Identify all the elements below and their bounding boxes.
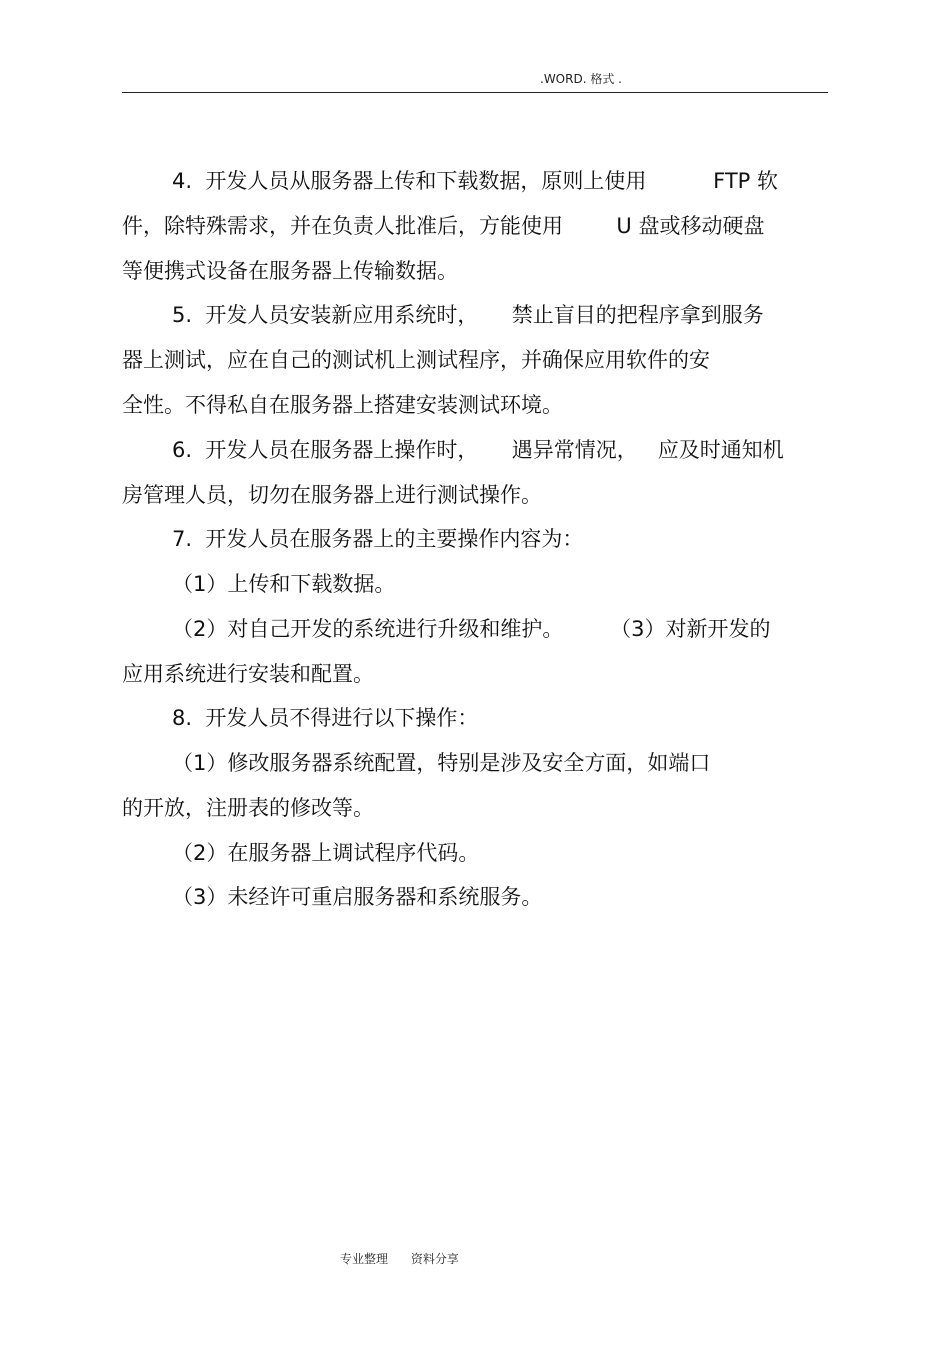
body-line-item8-sub2: （2）在服务器上调试程序代码。 — [172, 841, 480, 865]
page-header — [122, 70, 828, 93]
body-line-item4-3: 等便携式设备在服务器上传输数据。 — [122, 259, 458, 283]
body-line-item8-sub1: （1）修改服务器系统配置，特别是涉及安全方面，如端口 — [172, 751, 711, 775]
body-line-item5-3: 全性。不得私自在服务器上搭建安装测试环境。 — [122, 393, 563, 417]
body-line-item8-sub3: （3）未经许可重启服务器和系统服务。 — [172, 885, 543, 909]
body-line-item7-sub2: （2）对自己开发的系统进行升级和维护。 （3）对新开发的 — [172, 617, 771, 641]
body-line-item7-sub1: （1）上传和下载数据。 — [172, 572, 396, 596]
page-footer: 专业整理 资料分享 — [340, 1252, 459, 1266]
header-text: .WORD. 格式 . — [540, 72, 622, 86]
body-line-item4-2: 件，除特殊需求，并在负责人批准后，方能使用 U 盘或移动硬盘 — [122, 214, 765, 238]
body-line-item5-2: 器上测试，应在自己的测试机上测试程序，并确保应用软件的安 — [122, 348, 710, 372]
body-line-item6-1: 6. 开发人员在服务器上操作时， 遇异常情况， 应及时通知机 — [172, 438, 784, 462]
body-line-item6-2: 房管理人员，切勿在服务器上进行测试操作。 — [122, 483, 542, 507]
body-line-item7-sub3: 应用系统进行安装和配置。 — [122, 662, 374, 686]
body-line-item4-1: 4. 开发人员从服务器上传和下载数据，原则上使用 FTP 软 — [172, 169, 779, 193]
body-line-item8-1: 8. 开发人员不得进行以下操作： — [172, 706, 479, 730]
body-line-item8-sub1-cont: 的开放，注册表的修改等。 — [122, 796, 374, 820]
body-line-item7-1: 7. 开发人员在服务器上的主要操作内容为： — [172, 527, 584, 551]
body-line-item5-1: 5. 开发人员安装新应用系统时， 禁止盲目的把程序拿到服务 — [172, 303, 764, 327]
